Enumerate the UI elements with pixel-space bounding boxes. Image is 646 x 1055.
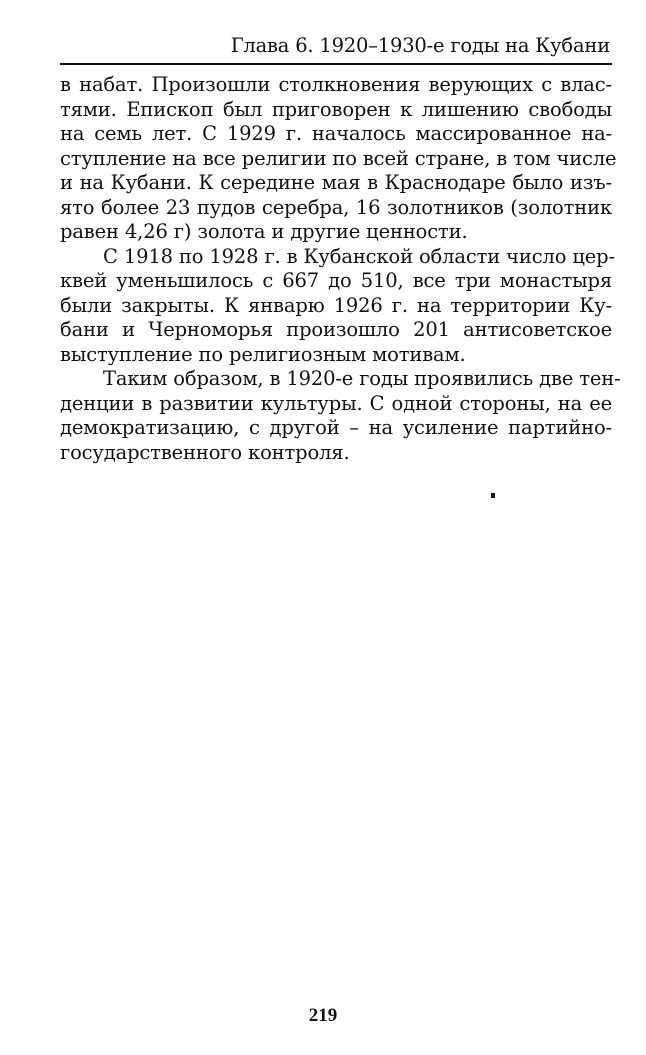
text-line: на семь лет. С 1929 г. началось массированное на- xyxy=(60,122,612,145)
running-header: Глава 6. 1920–1930-е годы на Кубани xyxy=(230,34,610,57)
print-speck xyxy=(491,493,495,498)
text-line: государственного контроля. xyxy=(60,440,350,464)
text-line: квей уменьшилось с 667 до 510, все три монастыря xyxy=(60,269,612,292)
paragraph-3 xyxy=(60,367,621,465)
text-line: в набат. Произошли столкновения верующих с влас- xyxy=(60,73,612,96)
text-line: ято более 23 пудов серебра, 16 золотников (золотник xyxy=(60,195,612,219)
paragraph-2 xyxy=(60,244,615,368)
text-line: равен 4,26 г) золота и другие ценности. xyxy=(60,220,468,243)
text-line: выступление по религиозным мотивам. xyxy=(60,342,466,366)
text-line: Таким образом, в 1920-е годы проявились две тен- xyxy=(103,367,621,390)
text-line: демократизацию, с другой – на усиление партийно- xyxy=(60,416,612,439)
page-number: 219 xyxy=(308,1005,338,1026)
text-line: бани и Черноморья произошло 201 антисоветское xyxy=(60,318,612,341)
paragraph-1 xyxy=(60,73,617,245)
text-line: денции в развитии культуры. С одной стороны, на ее xyxy=(60,391,612,415)
body-text xyxy=(60,73,621,465)
text-line: тями. Епископ был приговорен к лишению свободы xyxy=(60,97,612,121)
text-line: и на Кубани. К середине мая в Краснодаре было изъ- xyxy=(60,171,612,194)
text-line: ступление на все религии по всей стране, в том числе xyxy=(60,146,617,170)
text-line: С 1918 по 1928 г. в Кубанской области число цер- xyxy=(103,244,615,268)
header-rule xyxy=(60,63,612,65)
text-line: были закрыты. К январю 1926 г. на территории Ку- xyxy=(60,293,612,317)
